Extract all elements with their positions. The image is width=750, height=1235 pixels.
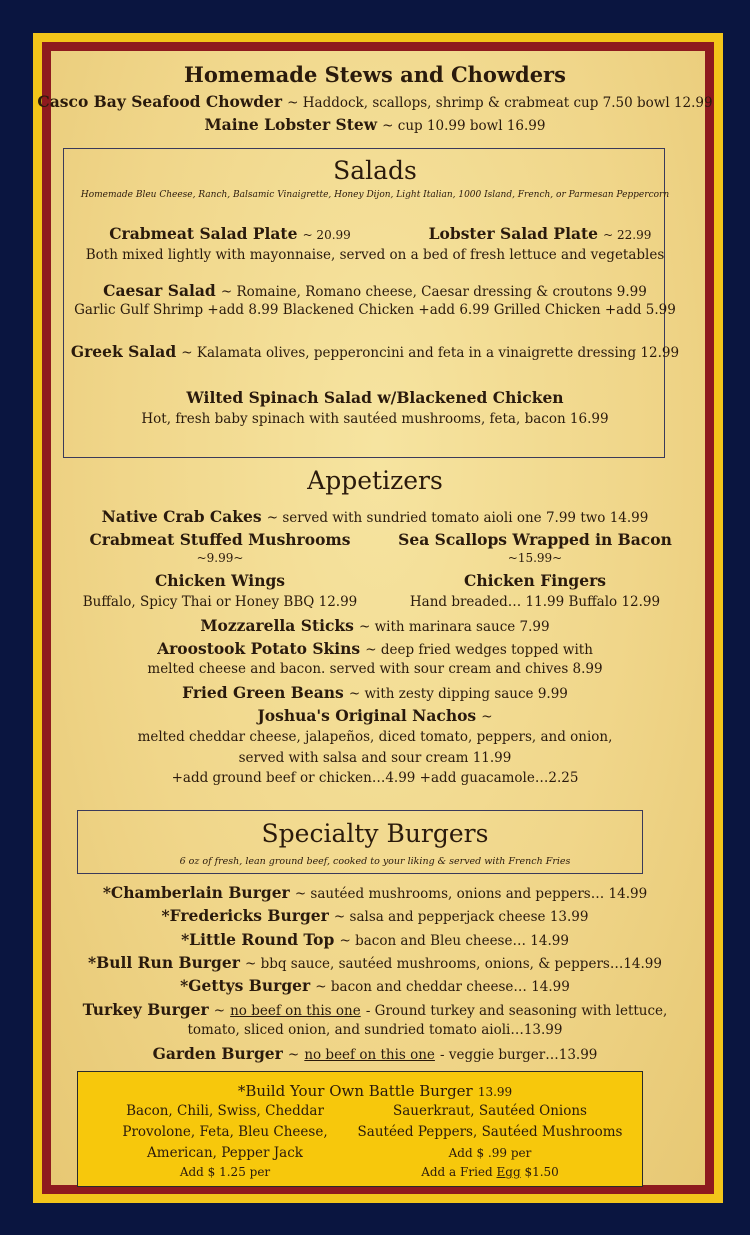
spinach-name: Wilted Spinach Salad w/Blackened Chicken — [186, 388, 564, 407]
build-title-line — [0, 1081, 750, 1100]
nachos-name: Joshua's Original Nachos — [257, 706, 477, 725]
turkey-tilde: ~ — [213, 1003, 226, 1019]
turkey-desc1: - Ground turkey and seasoning with lettuce, — [365, 1003, 668, 1019]
build-title: *Build Your Own Battle Burger — [237, 1082, 473, 1100]
burger-name: *Fredericks Burger — [161, 906, 329, 925]
beans-line — [0, 683, 750, 702]
beans-desc: ~ with zesty dipping sauce 9.99 — [348, 686, 568, 702]
spinach-desc: Hot, fresh baby spinach with sautéed mushrooms, feta, bacon 16.99 — [141, 411, 609, 427]
turkey-note: no beef on this one — [230, 1003, 361, 1019]
build-right4-egg: Egg — [496, 1165, 521, 1179]
mozz-name: Mozzarella Sticks — [200, 616, 354, 635]
burgers-title: Specialty Burgers — [261, 819, 489, 848]
turkey-line — [0, 1000, 750, 1019]
fingers-desc: Hand breaded… 11.99 Buffalo 12.99 — [409, 594, 661, 610]
scallops-name: Sea Scallops Wrapped in Bacon — [398, 530, 672, 549]
plates-desc: Both mixed lightly with mayonnaise, served on a bed of fresh lettuce and vegetables — [85, 247, 665, 263]
stews-title: Homemade Stews and Chowders — [184, 62, 566, 87]
skins-desc2: melted cheese and bacon. served with sour cream and chives 8.99 — [147, 661, 603, 677]
caesar-name: Caesar Salad — [103, 281, 216, 300]
burger-desc: ~ sautéed mushrooms, onions and peppers… 14.99 — [294, 886, 648, 902]
garden-name: Garden Burger — [152, 1044, 283, 1063]
burger-bull-run — [0, 953, 750, 972]
nachos-desc1: melted cheddar cheese, jalapeños, diced tomato, peppers, and onion, — [137, 729, 613, 745]
mozz-line — [0, 616, 750, 635]
crab-cakes-desc: ~ served with sundried tomato aioli one 7.99 two 14.99 — [266, 510, 649, 526]
burger-fredericks — [0, 906, 750, 925]
burger-desc: ~ bbq sauce, sautéed mushrooms, onions, & peppers…14.99 — [244, 956, 662, 972]
burger-desc: ~ bacon and Bleu cheese… 14.99 — [339, 933, 569, 949]
build-right4-post: $1.50 — [520, 1165, 559, 1179]
lobster-stew-name: Maine Lobster Stew — [204, 115, 378, 134]
turkey-name: Turkey Burger — [82, 1000, 209, 1019]
wings-name: Chicken Wings — [154, 571, 286, 590]
skins-name: Aroostook Potato Skins — [157, 639, 361, 658]
mushrooms-price: ~9.99~ — [196, 551, 244, 565]
build-right4 — [345, 1165, 635, 1179]
crab-cakes-line — [0, 507, 750, 526]
build-left3: American, Pepper Jack — [147, 1145, 303, 1161]
build-left1: Bacon, Chili, Swiss, Cheddar — [126, 1103, 324, 1119]
garden-note: no beef on this one — [304, 1047, 435, 1063]
build-right2: Sautéed Peppers, Sautéed Mushrooms — [357, 1124, 623, 1140]
build-left4: Add $ 1.25 per — [179, 1165, 271, 1179]
burger-gettys — [0, 976, 750, 995]
lobster-salad-plate — [390, 224, 690, 243]
caesar-line — [0, 281, 750, 300]
lobster-stew-line — [0, 115, 750, 134]
greek-desc: ~ Kalamata olives, pepperoncini and feta in a vinaigrette dressing 12.99 — [181, 345, 680, 361]
build-left2: Provolone, Feta, Bleu Cheese, — [122, 1124, 328, 1140]
fingers-name: Chicken Fingers — [464, 571, 606, 590]
burger-desc: ~ bacon and cheddar cheese… 14.99 — [315, 979, 570, 995]
greek-name: Greek Salad — [70, 342, 177, 361]
skins-desc1: ~ deep fried wedges topped with — [365, 642, 593, 658]
lobster-stew-desc: ~ cup 10.99 bowl 16.99 — [382, 118, 546, 134]
mozz-desc: ~ with marinara sauce 7.99 — [359, 619, 550, 635]
greek-line — [0, 342, 750, 361]
burgers-subtitle: 6 oz of fresh, lean ground beef, cooked to your liking & served with French Fries — [179, 856, 571, 867]
nachos-tilde: ~ — [481, 709, 493, 725]
salad-dressings: Homemade Bleu Cheese, Ranch, Balsamic Vinaigrette, Honey Dijon, Light Italian, 1000 Island, French, or Parmesan Peppercorn — [80, 190, 670, 200]
chowder-desc: ~ Haddock, scallops, shrimp & crabmeat cup 7.50 bowl 12.99 — [287, 95, 713, 111]
burger-name: *Gettys Burger — [180, 976, 311, 995]
burger-chamberlain — [0, 883, 750, 902]
build-price: 13.99 — [477, 1085, 513, 1099]
garden-line — [0, 1044, 750, 1063]
mushrooms-name: Crabmeat Stuffed Mushrooms — [89, 530, 351, 549]
crabmeat-plate-price: ~ 20.99 — [302, 228, 351, 242]
garden-desc: - veggie burger…13.99 — [440, 1047, 598, 1063]
nachos-line — [0, 706, 750, 725]
burger-little-round-top — [0, 930, 750, 949]
burger-desc: ~ salsa and pepperjack cheese 13.99 — [333, 909, 589, 925]
build-right1: Sauerkraut, Sautéed Onions — [393, 1103, 587, 1119]
build-right4-pre: Add a Fried — [421, 1165, 497, 1179]
nachos-desc3: +add ground beef or chicken…4.99 +add guacamole…2.25 — [171, 770, 579, 786]
crabmeat-salad-plate — [80, 224, 380, 243]
appetizers-title: Appetizers — [307, 466, 443, 495]
wings-desc: Buffalo, Spicy Thai or Honey BBQ 12.99 — [82, 594, 358, 610]
build-right3: Add $ .99 per — [448, 1146, 532, 1160]
burger-name: *Bull Run Burger — [88, 953, 240, 972]
caesar-addons: Garlic Gulf Shrimp +add 8.99 Blackened Chicken +add 6.99 Grilled Chicken +add 5.99 — [74, 302, 676, 318]
scallops-price: ~15.99~ — [507, 551, 563, 565]
lobster-plate-name: Lobster Salad Plate — [428, 224, 599, 243]
caesar-desc: ~ Romaine, Romano cheese, Caesar dressing & croutons 9.99 — [220, 284, 647, 300]
chowder-name: Casco Bay Seafood Chowder — [37, 92, 283, 111]
crab-cakes-name: Native Crab Cakes — [101, 507, 262, 526]
burger-name: *Little Round Top — [181, 930, 335, 949]
salads-title: Salads — [333, 156, 417, 185]
turkey-desc2: tomato, sliced onion, and sundried tomato aioli…13.99 — [187, 1022, 563, 1038]
skins-line — [0, 639, 750, 658]
beans-name: Fried Green Beans — [182, 683, 344, 702]
lobster-plate-price: ~ 22.99 — [603, 228, 652, 242]
burger-name: *Chamberlain Burger — [102, 883, 290, 902]
chowder-line — [0, 92, 750, 111]
crabmeat-plate-name: Crabmeat Salad Plate — [109, 224, 298, 243]
garden-tilde: ~ — [287, 1047, 300, 1063]
nachos-desc2: served with salsa and sour cream 11.99 — [238, 750, 512, 766]
